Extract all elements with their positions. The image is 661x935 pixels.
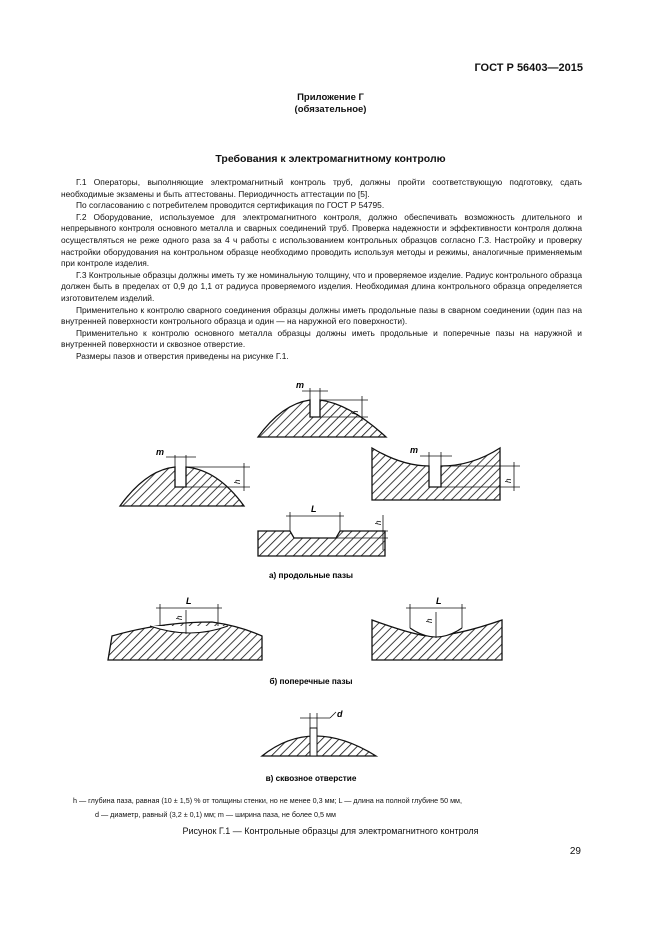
label-h: h <box>233 479 242 484</box>
paragraph: Применительно к контролю основного металла образцы должны иметь продольные и поперечные пазы на наружной и внутренней поверхности и сквозное отверстие. <box>61 327 582 350</box>
paragraph: Г.1 Операторы, выполняющие электромагнитный контроль труб, должны пройти соответствующую подготовку, сдать необходимые экзамены и быть аттестованы. Периодичность аттестации по [5]. <box>61 177 582 199</box>
label-h: h <box>175 615 184 620</box>
specimen-transverse-outer <box>108 596 262 660</box>
specimen-flat-plate <box>258 504 388 556</box>
caption-c: в) сквозное отверстие <box>265 774 357 783</box>
page-number: 29 <box>569 846 581 857</box>
label-m: m <box>156 447 165 457</box>
appendix-status: (обязательное) <box>294 104 367 115</box>
specimen-longitudinal-outer-top <box>258 380 386 437</box>
figure-g1-drawing <box>0 372 661 792</box>
label-h: h <box>374 520 383 525</box>
body-text <box>61 177 582 363</box>
label-L: L <box>436 596 442 606</box>
label-m: m <box>410 445 419 455</box>
label-d: d <box>337 709 343 719</box>
caption-b: б) поперечные пазы <box>269 677 353 686</box>
label-h: h <box>351 410 360 415</box>
figure-note-1: h — глубина паза, равная (10 ± 1,5) % от толщины стенки, но не менее 0,3 мм; L — длина на полной глубине 50 мм, <box>73 796 462 805</box>
specimen-through-hole <box>262 709 376 756</box>
figure-note-2: d — диаметр, равный (3,2 ± 0,1) мм; m — ширина паза, не более 0,5 мм <box>95 810 336 819</box>
paragraph: Г.3 Контрольные образцы должны иметь ту же номинальную толщину, что и проверяемое изделие. Радиус контрольного образца должен быть в пределах от 0,9 до 1,1 от радиуса проверяемого изделия. Необходимая длина контрольного образца определяется изготовителем изделий. <box>61 269 582 303</box>
paragraph: Размеры пазов и отверстия приведены на рисунке Г.1. <box>76 350 289 361</box>
label-m: m <box>296 380 305 390</box>
section-title: Требования к электромагнитному контролю <box>215 153 446 165</box>
caption-a: а) продольные пазы <box>268 571 354 580</box>
label-h: h <box>504 478 513 483</box>
paragraph: Г.2 Оборудование, используемое для электромагнитного контроля, должно обеспечивать возможность длительного и непрерывного контроля основного металла и сварных соединений труб. Проверка надежности и эффективности контроля должна осуществляться не реже одного раза за 4 ч работы с использованием контрольных образцов согласно Г.3. Настройку и проверку настройки оборудования на контрольном образце необходимо проводить используя методы и режимы, аналогичные применяемым при контроле изделия. <box>61 211 582 269</box>
label-L: L <box>186 596 192 606</box>
appendix-title: Приложение Г <box>297 92 364 103</box>
specimen-weld-outer-left <box>120 447 250 506</box>
paragraph: По согласованию с потребителем проводится сертификация по ГОСТ Р 54795. <box>76 200 385 211</box>
figure-caption: Рисунок Г.1 — Контрольные образцы для электромагнитного контроля <box>182 826 479 836</box>
standard-number: ГОСТ Р 56403—2015 <box>474 62 583 74</box>
label-h: h <box>425 618 434 623</box>
specimen-transverse-inner <box>372 596 502 660</box>
specimen-weld-inner-right <box>372 445 520 500</box>
label-L: L <box>311 504 317 514</box>
paragraph: Применительно к контролю сварного соединения образцы должны иметь продольные пазы в сварном соединении (один паз на внутренней поверхности контрольного образца и один — на наружной его поверхности). <box>61 304 582 327</box>
